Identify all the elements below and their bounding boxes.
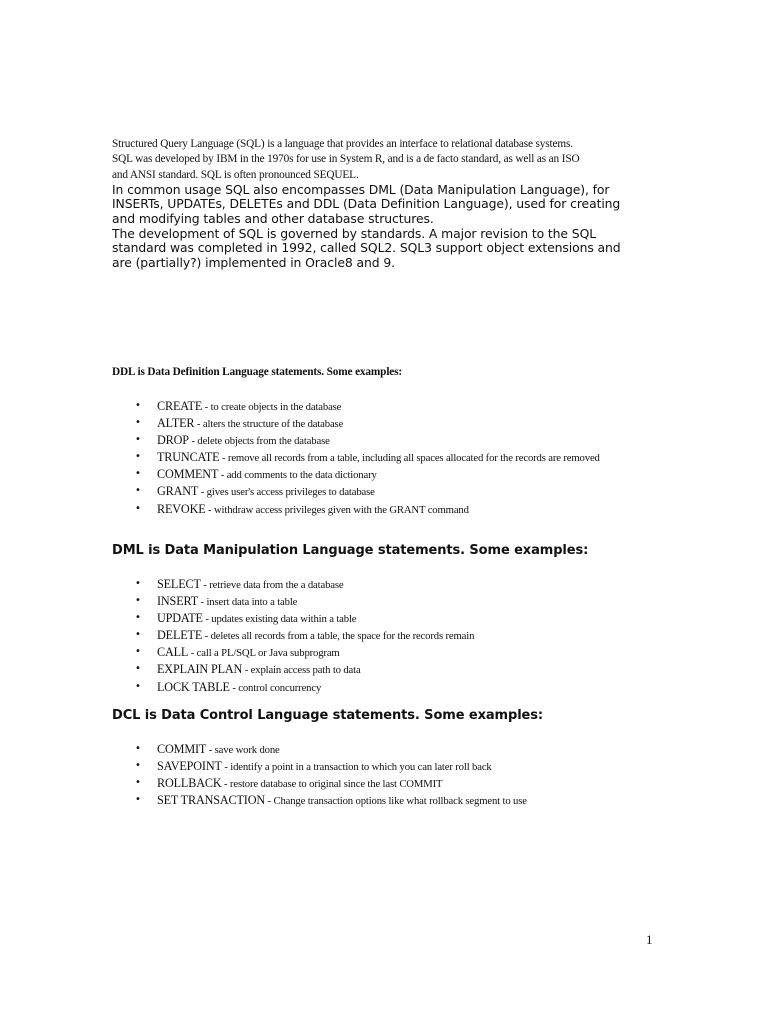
bullet-icon: • — [135, 502, 141, 514]
statement-keyword: TRUNCATE — [157, 450, 220, 465]
list-item — [112, 661, 652, 678]
list-item — [112, 449, 652, 466]
list-item — [112, 758, 652, 775]
statement-keyword: SELECT — [157, 577, 201, 591]
statement-description: - updates existing data within a table — [202, 613, 357, 626]
ddl-heading: DDL is Data Definition Language statements. Some examples: — [112, 366, 403, 378]
list-item — [112, 593, 652, 610]
intro-section — [112, 137, 652, 270]
bullet-icon: • — [135, 400, 141, 411]
statement-keyword: ALTER — [157, 416, 195, 431]
bullet-icon: • — [135, 680, 141, 692]
statement-keyword: EXPLAIN PLAN — [157, 662, 243, 677]
statement-keyword: SAVEPOINT — [157, 759, 222, 774]
bullet-icon: • — [135, 485, 141, 497]
statement-keyword: UPDATE — [157, 611, 203, 626]
statement-description: - restore database to original since the last COMMIT — [221, 778, 443, 791]
bullet-icon: • — [135, 629, 141, 641]
list-item — [112, 415, 652, 432]
list-item — [112, 483, 652, 500]
statement-description: - retrieve data from the a database — [200, 579, 344, 591]
statement-keyword: CALL — [157, 645, 189, 660]
ddl-list — [112, 398, 652, 518]
bullet-icon: • — [135, 777, 141, 789]
statement-description: - remove all records from a table, including all spaces allocated for the records are removed — [219, 452, 600, 465]
list-item — [112, 576, 652, 593]
bullet-icon: • — [135, 451, 141, 463]
statement-description: - add comments to the data dictionary — [218, 469, 377, 482]
bullet-icon: • — [135, 646, 141, 658]
intro-sans-line-3: and modifying tables and other database structures. — [112, 211, 434, 227]
statement-keyword: CREATE — [157, 399, 203, 413]
statement-description: - gives user's access privileges to database — [198, 486, 375, 499]
statement-description: - explain access path to data — [242, 664, 361, 677]
list-item — [112, 775, 652, 792]
statement-keyword: LOCK TABLE — [157, 679, 230, 694]
list-item — [112, 792, 652, 809]
intro-sans-line-5: standard was completed in 1992, called SQL2. SQL3 support object extensions and — [112, 240, 621, 256]
dcl-list — [112, 741, 652, 809]
statement-keyword: DROP — [157, 433, 189, 448]
statement-description: - delete objects from the database — [188, 435, 330, 448]
statement-description: - call a PL/SQL or Java subprogram — [188, 647, 340, 660]
bullet-icon: • — [135, 760, 141, 772]
bullet-icon: • — [135, 434, 141, 446]
bullet-icon: • — [135, 612, 141, 624]
list-item — [112, 627, 652, 644]
intro-serif-line-2: SQL was developed by IBM in the 1970s for use in System R, and is a de facto standard, as well as an ISO — [112, 153, 580, 166]
statement-keyword: SET TRANSACTION — [157, 793, 266, 808]
list-item — [112, 679, 652, 696]
list-item — [112, 501, 652, 518]
statement-description: - to create objects in the database — [202, 401, 342, 413]
bullet-icon: • — [135, 578, 141, 589]
list-item — [112, 741, 652, 758]
statement-keyword: GRANT — [157, 484, 199, 499]
statement-description: - deletes all records from a table, the space for the records remain — [202, 630, 475, 643]
list-item — [112, 644, 652, 661]
dml-list — [112, 576, 652, 696]
bullet-icon: • — [135, 468, 141, 480]
list-item — [112, 398, 652, 415]
statement-keyword: ROLLBACK — [157, 776, 222, 791]
bullet-icon: • — [135, 743, 141, 754]
dcl-heading: DCL is Data Control Language statements. Some examples: — [112, 708, 544, 723]
intro-serif-line-1: Structured Query Language (SQL) is a language that provides an interface to relational database systems. — [112, 138, 573, 150]
statement-description: - insert data into a table — [198, 596, 298, 609]
bullet-icon: • — [135, 663, 141, 675]
statement-keyword: DELETE — [157, 628, 203, 643]
bullet-icon: • — [135, 595, 141, 607]
list-item — [112, 466, 652, 483]
statement-description: - control concurrency — [229, 681, 322, 694]
statement-keyword: INSERT — [157, 594, 199, 609]
statement-description: - withdraw access privileges given with the GRANT command — [205, 503, 469, 516]
page-number: 1 — [646, 932, 653, 947]
statement-keyword: COMMENT — [157, 467, 219, 482]
statement-description: - identify a point in a transaction to which you can later roll back — [221, 761, 492, 774]
list-item — [112, 432, 652, 449]
statement-keyword: COMMIT — [157, 742, 207, 756]
dml-heading: DML is Data Manipulation Language statements. Some examples: — [112, 543, 589, 558]
list-item — [112, 610, 652, 627]
statement-keyword: REVOKE — [157, 501, 206, 516]
intro-sans-line-6: are (partially?) implemented in Oracle8 and 9. — [112, 254, 395, 270]
statement-description: - save work done — [206, 744, 280, 756]
intro-sans-line-1: In common usage SQL also encompasses DML (Data Manipulation Language), for — [112, 181, 610, 197]
statement-description: - Change transaction options like what rollback segment to use — [265, 795, 527, 808]
bullet-icon: • — [135, 417, 141, 429]
intro-sans-line-2: INSERTs, UPDATEs, DELETEs and DDL (Data Definition Language), used for creating — [112, 196, 621, 212]
intro-serif-line-3: and ANSI standard. SQL is often pronounced SEQUEL. — [112, 168, 359, 181]
intro-sans-line-4: The development of SQL is governed by standards. A major revision to the SQL — [112, 225, 597, 241]
statement-description: - alters the structure of the database — [194, 418, 344, 431]
bullet-icon: • — [135, 794, 141, 806]
